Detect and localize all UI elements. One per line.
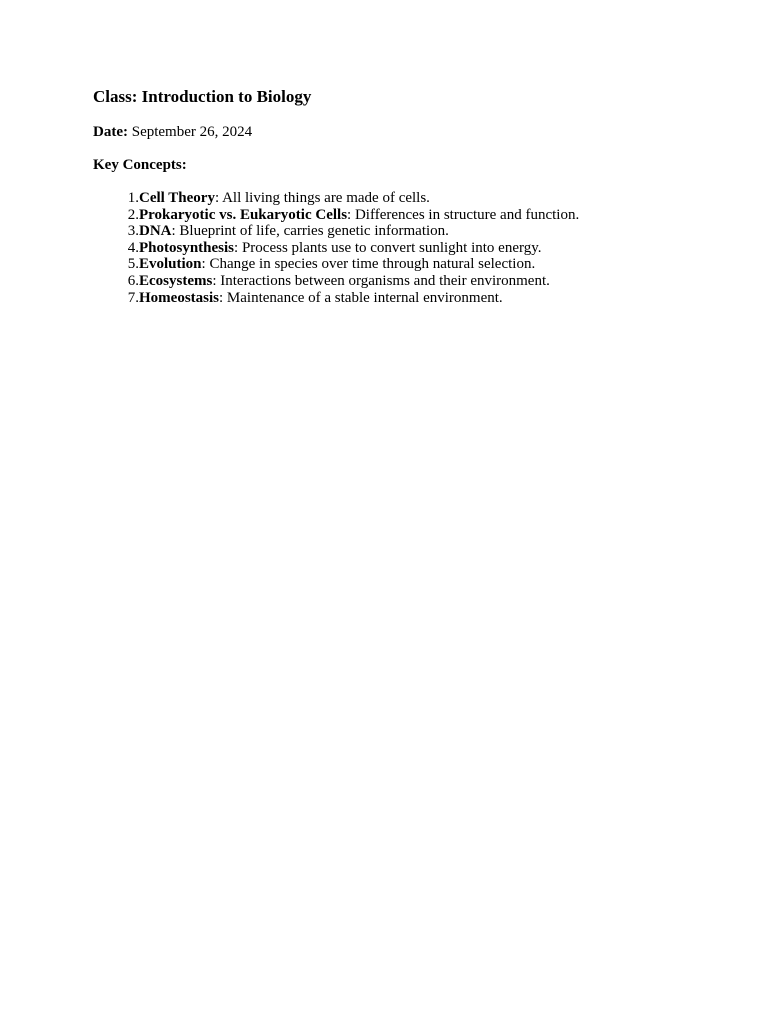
key-concepts-list bbox=[93, 190, 733, 306]
date-line bbox=[93, 123, 733, 141]
list-item-text bbox=[139, 240, 542, 257]
concept-separator: : bbox=[347, 206, 352, 223]
class-title: Class: Introduction to Biology bbox=[93, 87, 312, 106]
list-item bbox=[93, 273, 733, 290]
list-item bbox=[93, 207, 733, 224]
concept-description: All living things are made of cells. bbox=[219, 190, 430, 206]
list-item bbox=[93, 290, 733, 307]
concept-term: Ecosystems bbox=[139, 272, 213, 289]
list-item-text bbox=[139, 290, 503, 307]
document-content bbox=[93, 87, 733, 306]
list-item-number: 5. bbox=[127, 256, 139, 273]
list-item-number: 2. bbox=[127, 206, 139, 223]
concept-separator: : bbox=[212, 272, 217, 289]
concept-term: Prokaryotic vs. Eukaryotic Cells bbox=[139, 206, 348, 223]
concept-separator: : bbox=[171, 223, 176, 240]
concept-term: Homeostasis bbox=[139, 289, 219, 306]
list-item-text bbox=[139, 190, 430, 207]
list-item-number: 6. bbox=[127, 272, 139, 289]
key-concepts-heading: Key Concepts: bbox=[93, 157, 187, 173]
list-item bbox=[93, 256, 733, 273]
list-item-number: 7. bbox=[127, 289, 139, 306]
concept-description: Process plants use to convert sunlight into energy. bbox=[238, 239, 542, 256]
date-value: September 26, 2024 bbox=[127, 124, 253, 140]
concept-description: Maintenance of a stable internal environment. bbox=[223, 289, 503, 306]
list-item-text bbox=[139, 207, 579, 224]
list-item-text bbox=[139, 256, 535, 273]
list-item-text bbox=[139, 273, 550, 290]
list-item-number: 3. bbox=[127, 223, 139, 240]
concept-separator: : bbox=[219, 289, 224, 306]
concept-separator: : bbox=[201, 256, 206, 273]
list-item bbox=[93, 240, 733, 257]
concept-description: Differences in structure and function. bbox=[351, 206, 580, 223]
concept-term: DNA bbox=[139, 223, 172, 240]
concept-separator: : bbox=[234, 239, 239, 256]
list-item-text bbox=[139, 223, 449, 240]
date-label: Date: bbox=[93, 124, 128, 140]
concept-term: Evolution bbox=[139, 256, 202, 273]
list-item bbox=[93, 223, 733, 240]
list-item bbox=[93, 190, 733, 207]
list-item-number: 4. bbox=[127, 239, 139, 256]
concept-description: Change in species over time through natural selection. bbox=[205, 256, 536, 273]
concept-description: Interactions between organisms and their environment. bbox=[216, 272, 550, 289]
list-item-number: 1. bbox=[127, 190, 139, 206]
concept-term: Photosynthesis bbox=[139, 239, 235, 256]
concept-description: Blueprint of life, carries genetic information. bbox=[175, 223, 449, 240]
concept-separator: : bbox=[214, 190, 220, 206]
concept-term: Cell Theory bbox=[139, 190, 215, 206]
